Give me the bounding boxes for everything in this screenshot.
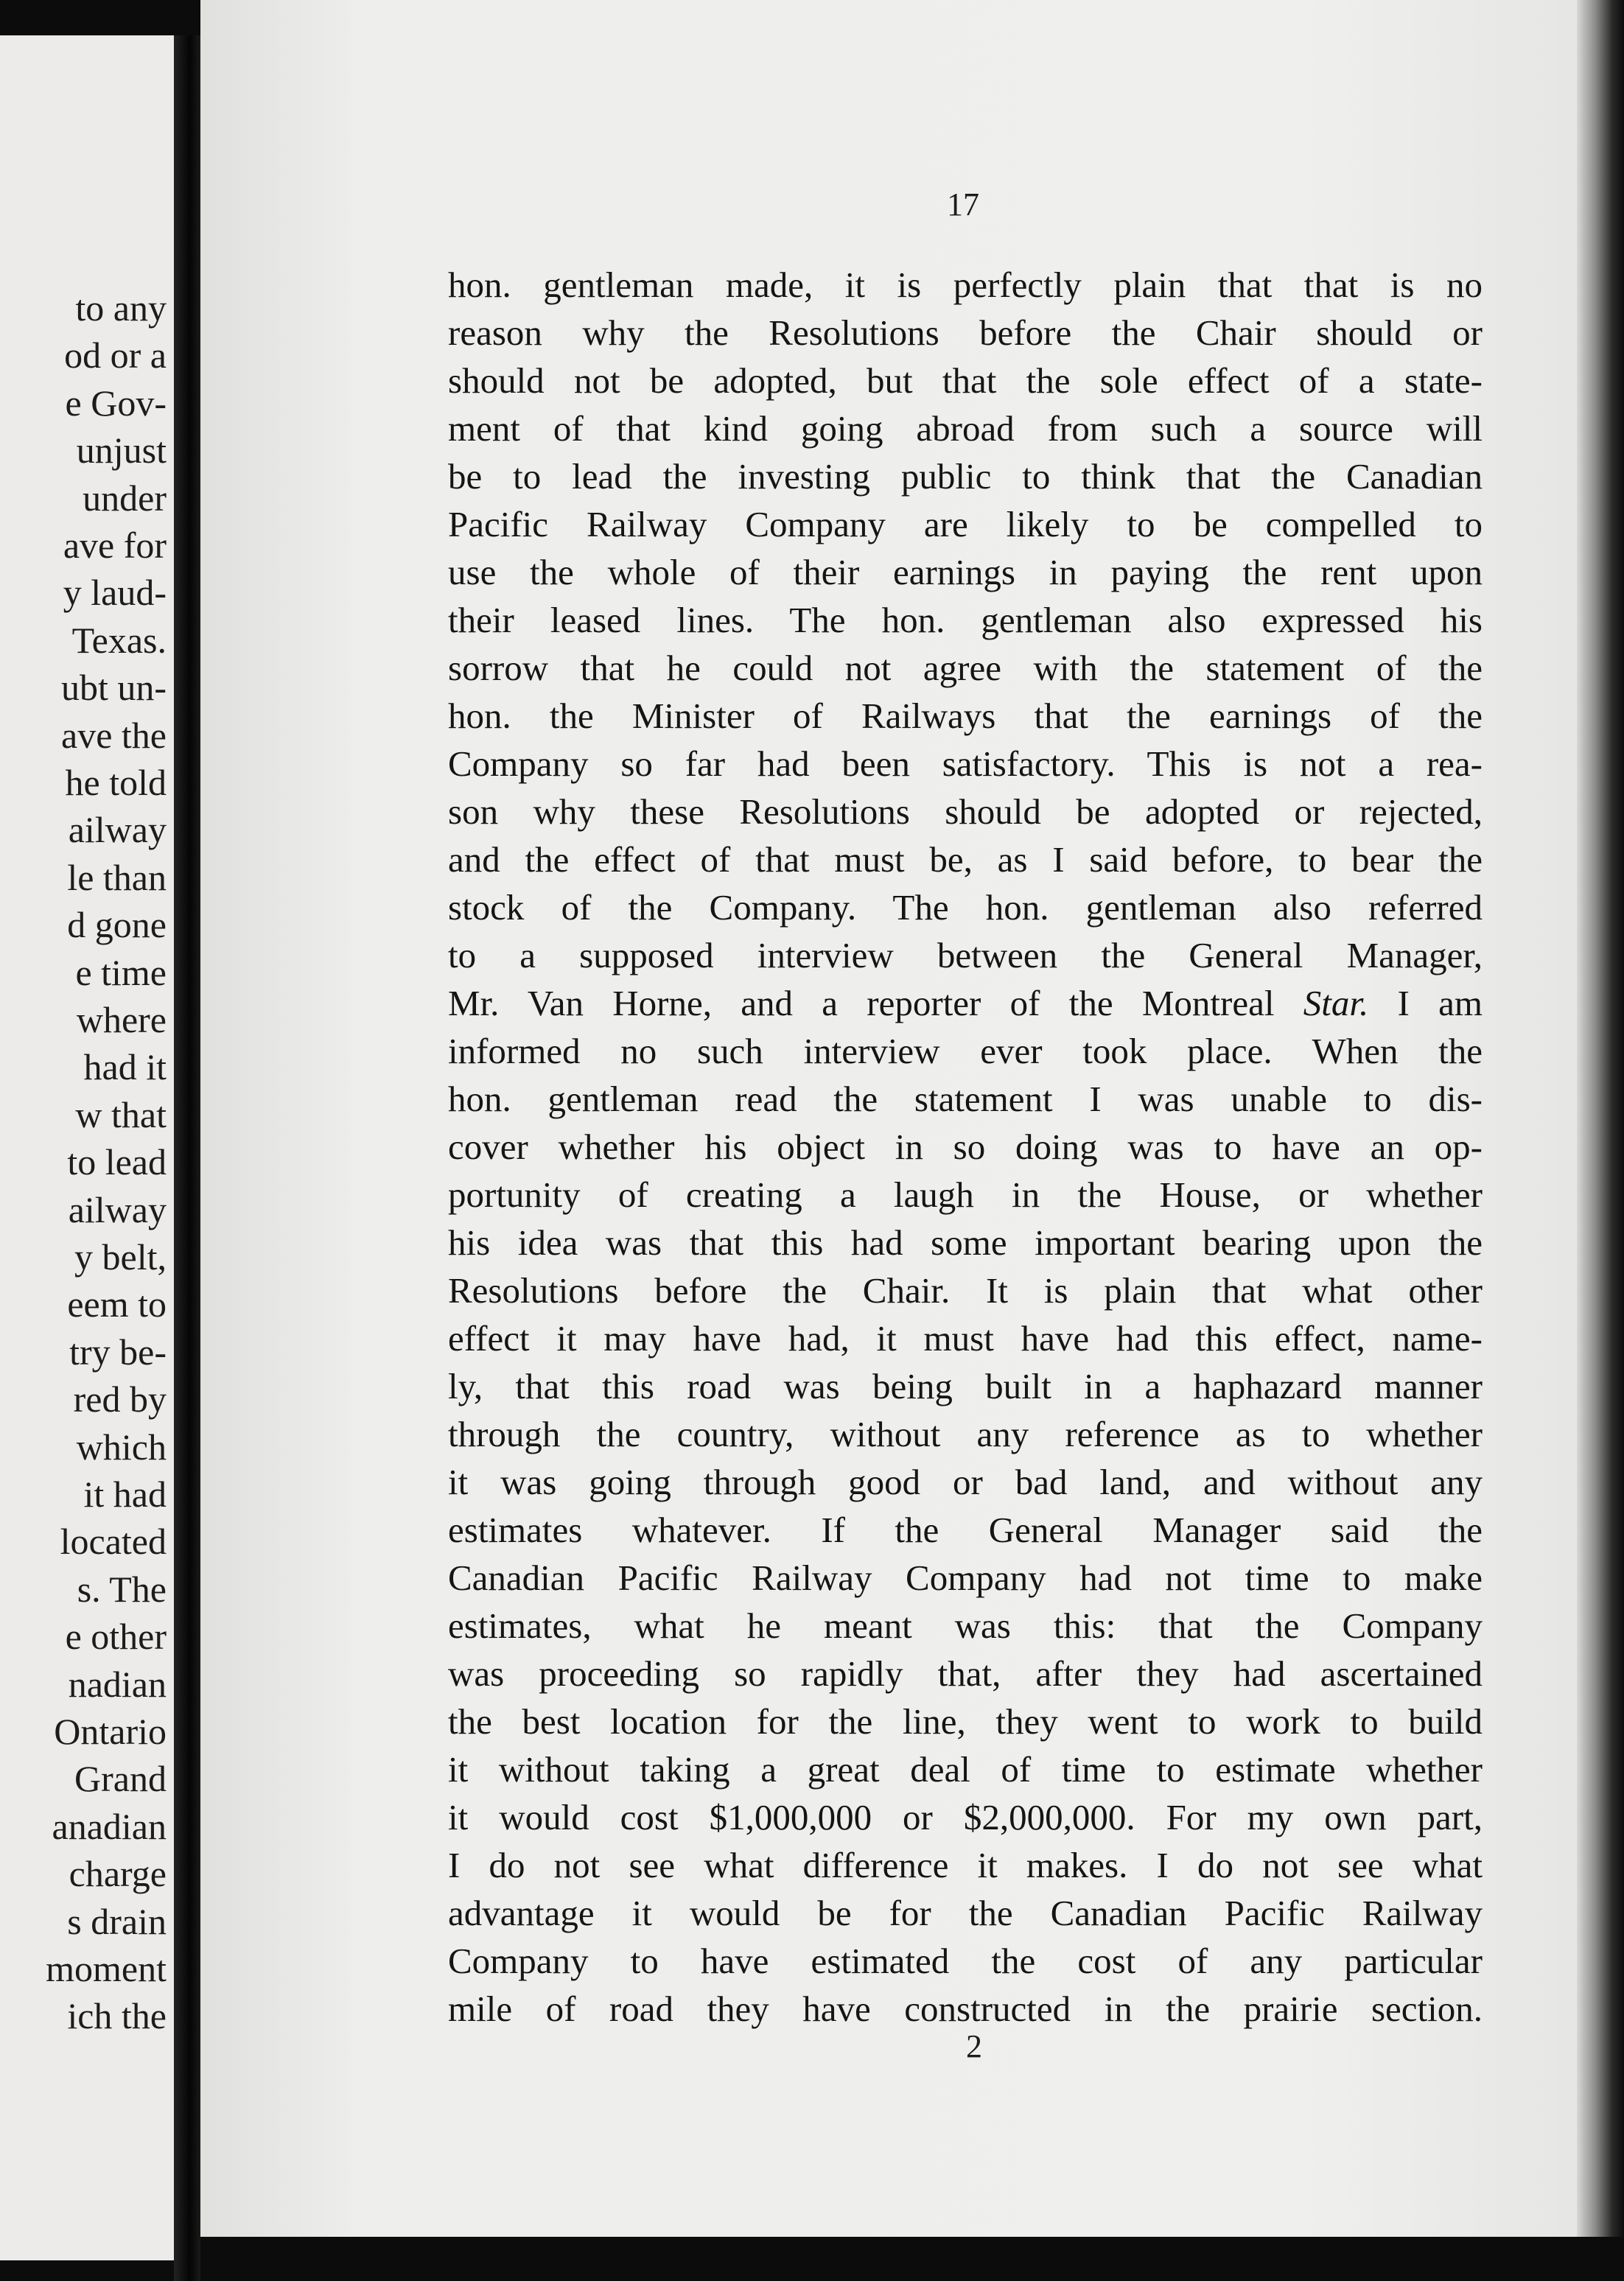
left-page-line: under bbox=[83, 477, 167, 519]
body-line: ment of that kind going abroad from such a source will bbox=[448, 408, 1483, 449]
body-line bbox=[448, 979, 1483, 1027]
body-line: their leased lines. The hon. gentleman also expressed his bbox=[448, 600, 1483, 640]
body-line: should not be adopted, but that the sole effect of a state- bbox=[448, 360, 1483, 401]
left-page-line: od or a bbox=[64, 334, 167, 376]
left-page-line: try be- bbox=[69, 1331, 167, 1373]
left-page-line: located bbox=[60, 1521, 167, 1563]
body-line: it would cost $1,000,000 or $2,000,000. For my own part, bbox=[448, 1797, 1483, 1837]
body-line: son why these Resolutions should be adopted or rejected, bbox=[448, 791, 1483, 832]
page-number: 17 bbox=[947, 186, 979, 223]
left-page-line: le than bbox=[67, 856, 167, 898]
left-page-line: eem to bbox=[67, 1283, 167, 1325]
body-line: estimates whatever. If the General Manager said the bbox=[448, 1510, 1483, 1550]
left-page-line: ailway bbox=[68, 809, 167, 851]
body-line: hon. gentleman read the statement I was unable to dis- bbox=[448, 1079, 1483, 1119]
body-line: estimates, what he meant was this: that the Company bbox=[448, 1605, 1483, 1646]
left-page-line: e Gov- bbox=[65, 382, 167, 424]
left-page-line: ave for bbox=[63, 525, 167, 566]
left-page-line: Grand bbox=[74, 1758, 167, 1800]
body-line: to a supposed interview between the General Manager, bbox=[448, 935, 1483, 975]
body-line: cover whether his object in so doing was to have an op- bbox=[448, 1127, 1483, 1167]
left-page-line: anadian bbox=[52, 1805, 167, 1847]
body-line: ly, that this road was being built in a haphazard manner bbox=[448, 1366, 1483, 1406]
body-line: advantage it would be for the Canadian Pacific Railway bbox=[448, 1893, 1483, 1933]
left-page-line: ubt un- bbox=[60, 667, 167, 709]
body-line: was proceeding so rapidly that, after they had ascertained bbox=[448, 1653, 1483, 1694]
page-edge bbox=[1577, 0, 1624, 2281]
left-page-line: y belt, bbox=[74, 1236, 167, 1278]
left-page-fragment bbox=[0, 35, 174, 2260]
left-page-line: Ontario bbox=[54, 1711, 167, 1752]
left-page-line: where bbox=[76, 999, 167, 1040]
body-line: his idea was that this had some important bearing upon the bbox=[448, 1222, 1483, 1263]
left-page-line: unjust bbox=[76, 430, 167, 472]
left-page-line: e time bbox=[75, 951, 167, 993]
left-page-line: s drain bbox=[67, 1900, 167, 1942]
bottom-shadow bbox=[200, 2237, 1624, 2281]
body-line: Pacific Railway Company are likely to be compelled to bbox=[448, 504, 1483, 544]
left-page-line: which bbox=[76, 1426, 167, 1468]
body-line: the best location for the line, they went to work to build bbox=[448, 1701, 1483, 1742]
right-page bbox=[200, 0, 1577, 2237]
body-line-text: Mr. Van Horne, and a reporter of the Montreal bbox=[448, 983, 1275, 1023]
body-line: reason why the Resolutions before the Chair should or bbox=[448, 312, 1483, 353]
italic-newspaper-name: Star. bbox=[1303, 983, 1369, 1023]
body-line: mile of road they have constructed in the prairie section. bbox=[448, 1989, 1483, 2029]
body-line: hon. the Minister of Railways that the earnings of the bbox=[448, 695, 1483, 736]
body-line: stock of the Company. The hon. gentleman also referred bbox=[448, 887, 1483, 928]
body-text bbox=[448, 261, 1483, 2033]
left-page-line: w that bbox=[75, 1093, 167, 1135]
left-page-line: had it bbox=[83, 1046, 167, 1088]
left-page-line: to lead bbox=[67, 1141, 167, 1183]
body-line: informed no such interview ever took place. When the bbox=[448, 1031, 1483, 1071]
left-page-line: Texas. bbox=[71, 619, 167, 661]
left-page-line: he told bbox=[65, 762, 167, 803]
left-page-line: moment bbox=[46, 1948, 167, 1989]
body-line: effect it may have had, it must have had this effect, name- bbox=[448, 1318, 1483, 1359]
book-gutter bbox=[174, 35, 200, 2281]
left-page-line: ich the bbox=[67, 1995, 167, 2037]
body-line: be to lead the investing public to think that the Canadian bbox=[448, 456, 1483, 497]
left-page-line: s. The bbox=[77, 1568, 167, 1610]
left-page-line: charge bbox=[69, 1853, 167, 1895]
left-page-line: d gone bbox=[67, 904, 167, 946]
left-page-line: y laud- bbox=[63, 572, 167, 614]
left-page-line: ailway bbox=[68, 1188, 167, 1230]
body-line-tail: I am bbox=[1397, 983, 1483, 1023]
body-line: Resolutions before the Chair. It is plain that what other bbox=[448, 1270, 1483, 1311]
body-line: through the country, without any reference as to whether bbox=[448, 1414, 1483, 1454]
body-line: hon. gentleman made, it is perfectly plain that that is no bbox=[448, 264, 1483, 305]
body-line: Company to have estimated the cost of any particular bbox=[448, 1941, 1483, 1981]
body-line: and the effect of that must be, as I said before, to bear the bbox=[448, 839, 1483, 880]
body-line: Canadian Pacific Railway Company had not time to make bbox=[448, 1558, 1483, 1598]
body-line: Company so far had been satisfactory. This is not a rea- bbox=[448, 743, 1483, 784]
body-line: portunity of creating a laugh in the House, or whether bbox=[448, 1174, 1483, 1215]
left-page-line: e other bbox=[65, 1616, 167, 1658]
body-line: sorrow that he could not agree with the statement of the bbox=[448, 648, 1483, 688]
left-page-line: nadian bbox=[68, 1663, 167, 1705]
body-line: use the whole of their earnings in paying the rent upon bbox=[448, 552, 1483, 592]
left-page-line: red by bbox=[73, 1378, 167, 1420]
left-page-line: to any bbox=[75, 287, 167, 329]
body-line: it was going through good or bad land, and without any bbox=[448, 1462, 1483, 1502]
left-page-line: ave the bbox=[61, 714, 167, 756]
signature-mark: 2 bbox=[966, 2028, 982, 2064]
body-line: I do not see what difference it makes. I do not see what bbox=[448, 1845, 1483, 1885]
left-page-line: it had bbox=[83, 1474, 167, 1515]
body-line: it without taking a great deal of time to estimate whether bbox=[448, 1749, 1483, 1790]
